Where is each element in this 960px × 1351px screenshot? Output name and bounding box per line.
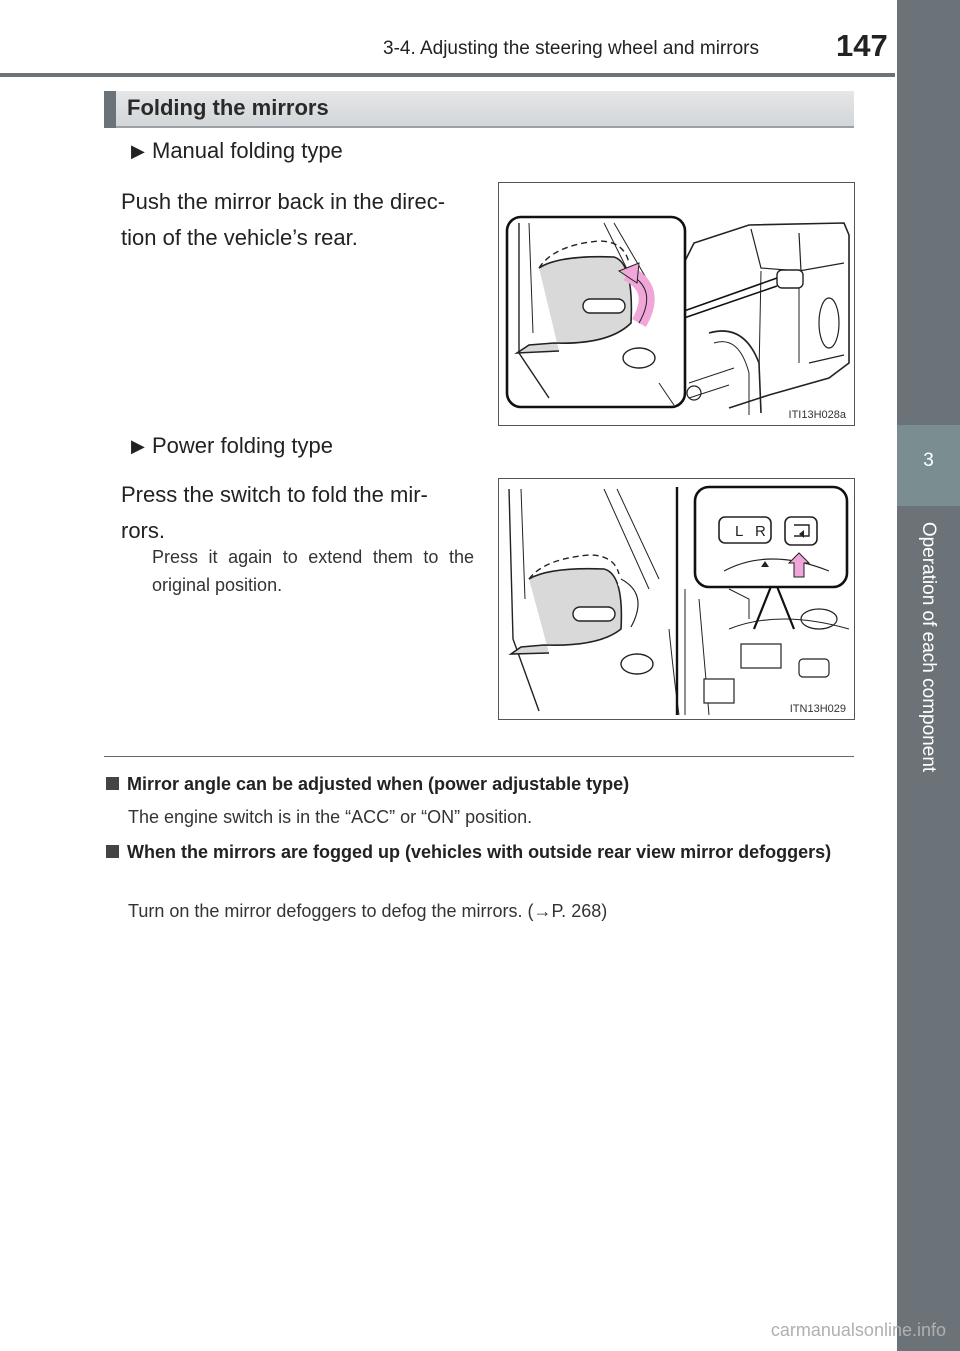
item-text-manual-visible: Push the mirror back in the direc- tion of the vehicle’s rear. (121, 189, 446, 250)
notes-divider (104, 756, 854, 757)
switch-label-right: R (755, 523, 766, 540)
item-heading-manual: Manual folding type (152, 138, 343, 163)
switch-label-left: L (735, 523, 744, 540)
page-number: 147 (836, 28, 888, 63)
bullet-arrow-icon: ▶ (131, 141, 145, 161)
running-header-section: 3-4. Adjusting the steering wheel and mirrors (383, 38, 759, 59)
note-heading-text: Mirror angle can be adjusted when (power adjustable type) (127, 774, 630, 794)
manual-folding-illustration (499, 183, 854, 425)
item-subtext-power: Press it again to extend them to the original position. (152, 547, 474, 595)
note-body-mirror-angle: The engine switch is in the “ACC” or “ON” position. (128, 807, 533, 827)
figure-code: ITI13H028a (788, 409, 846, 421)
footer-watermark (0, 1320, 960, 1341)
note-heading-text: When the mirrors are fogged up (vehicles with outside rear view mirror defoggers) (127, 842, 832, 862)
chapter-number: 3 (923, 450, 934, 471)
figure-manual-folding (498, 182, 855, 426)
note-body-fogged: Turn on the mirror defoggers to defog the mirrors. (→P. 268) (128, 901, 608, 921)
item-text-power: Press the switch to fold the mir- rors. (121, 482, 428, 543)
header-rule (0, 73, 895, 77)
note-heading-fogged (106, 839, 875, 865)
figure-power-folding (498, 478, 855, 720)
item-text-manual (121, 184, 472, 256)
section-title-marker (104, 91, 116, 128)
section-title: Folding the mirrors (127, 95, 329, 120)
chapter-title: Operation of each component (918, 521, 939, 773)
square-bullet-icon (106, 777, 119, 790)
square-bullet-icon (106, 845, 119, 858)
power-folding-illustration (499, 479, 854, 719)
note-heading-mirror-angle (106, 771, 856, 797)
bullet-arrow-icon: ▶ (131, 436, 145, 456)
watermark-text: carmanualsonline.info (770, 1320, 946, 1340)
side-bar-top (897, 0, 960, 425)
figure-code: ITN13H029 (789, 703, 846, 715)
item-heading-power: Power folding type (152, 433, 333, 458)
